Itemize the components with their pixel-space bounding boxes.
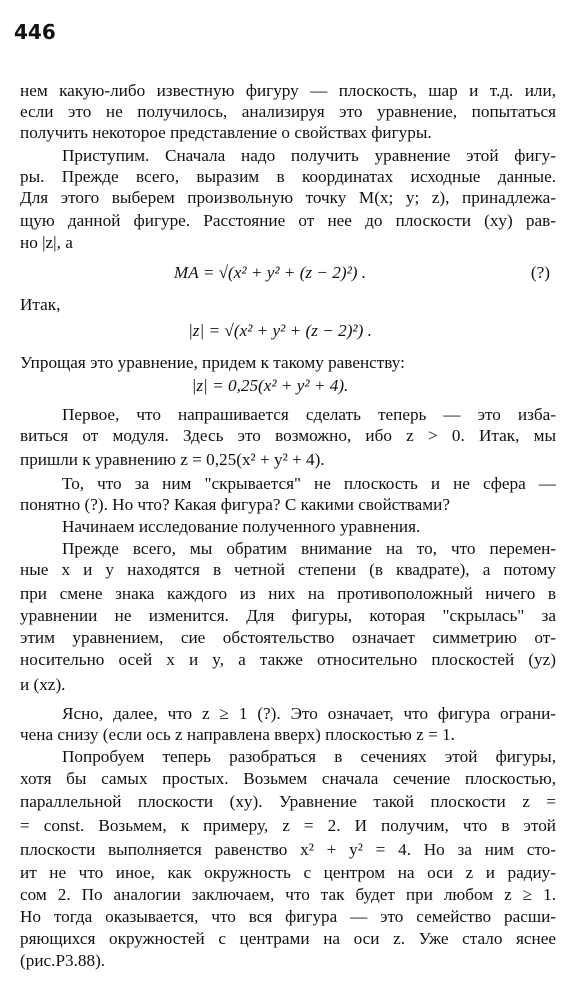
equation-simplified: |z| = 0,25(x² + y² + 4). [191, 376, 349, 395]
text-line: уравнении не изменится. Для фигуры, которая "скрылась" за [20, 606, 556, 625]
text-line: понятно (?). Но что? Какая фигура? С какими свойствами? [20, 495, 451, 514]
text-line: Но тогда оказывается, что вся фигура — это семейство расши- [20, 907, 556, 926]
text-line: этим уравнением, сие обстоятельство означает симметрию от- [20, 628, 556, 647]
text-line: хотя бы самых простых. Возьмем сначала сечение плоскостью, [20, 769, 556, 788]
text-line: параллельной плоскости (xy). Уравнение такой плоскости z = [20, 792, 556, 811]
equation-ma: MA = √(x² + y² + (z − 2)²) . [173, 263, 367, 282]
text-line: (рис.Р3.88). [20, 951, 106, 970]
text-line: при смене знака каждого из них на противоположный ничего в [20, 584, 556, 603]
text-line: сом 2. По аналогии заключаем, что так будет при любом z ≥ 1. [20, 885, 556, 904]
text-line: = const. Возьмем, к примеру, z = 2. И получим, что в этой [20, 816, 556, 835]
page-number: 446 [14, 20, 56, 44]
text-line: ряющихся окружностей с центрами на оси z. Уже стало яснее [20, 929, 556, 948]
text-line: чена снизу (если ось z направлена вверх) плоскостью z = 1. [20, 725, 455, 744]
text-line: и (xz). [20, 675, 66, 694]
text-line: щую данной фигуре. Расстояние от нее до плоскости (xy) рав- [20, 211, 556, 230]
text-line: если это не получилось, анализируя это уравнение, попытаться [20, 102, 556, 121]
text-line: Приступим. Сначала надо получить уравнение этой фигу- [62, 146, 556, 165]
text-line: Попробуем теперь разобраться в сечениях этой фигуры, [62, 747, 556, 766]
equation-number: (?) [530, 263, 550, 282]
text-line: пришли к уравнению z = 0,25(x² + y² + 4). [20, 450, 325, 469]
text-line: плоскости выполняется равенство x² + y² = 4. Но за ним сто- [20, 840, 556, 859]
text-line: ит не что иное, как окружность с центром на оси z и радиу- [20, 863, 556, 882]
text-line: Упрощая это уравнение, придем к такому равенству: [20, 353, 405, 372]
equation-abs-z: |z| = √(x² + y² + (z − 2)²) . [188, 321, 372, 340]
text-line: нем какую-либо известную фигуру — плоскость, шар и т.д. или, [20, 81, 556, 100]
text-line: ные x и y находятся в четной степени (в квадрате), а потому [20, 560, 556, 579]
text-line: Ясно, далее, что z ≥ 1 (?). Это означает, что фигура ограни- [62, 704, 556, 723]
text-line: ры. Прежде всего, выразим в координатах исходные данные. [20, 167, 556, 186]
text-line: Первое, что напрашивается сделать теперь — это изба- [62, 405, 556, 424]
text-line: Начинаем исследование полученного уравнения. [62, 517, 421, 536]
text-line: То, что за ним "скрывается" не плоскость и не сфера — [62, 474, 556, 493]
text-line: носительно осей x и y, а также относительно плоскостей (yz) [20, 650, 556, 669]
text-line: получить некоторое представление о свойствах фигуры. [20, 123, 432, 142]
text-line: Итак, [20, 295, 61, 314]
text-line: Прежде всего, мы обратим внимание на то, что перемен- [62, 539, 556, 558]
text-line: виться от модуля. Здесь это возможно, ибо z > 0. Итак, мы [20, 426, 556, 445]
text-line: Для этого выберем произвольную точку M(x; y; z), принадлежа- [20, 188, 556, 207]
text-line: но |z|, а [20, 233, 73, 252]
